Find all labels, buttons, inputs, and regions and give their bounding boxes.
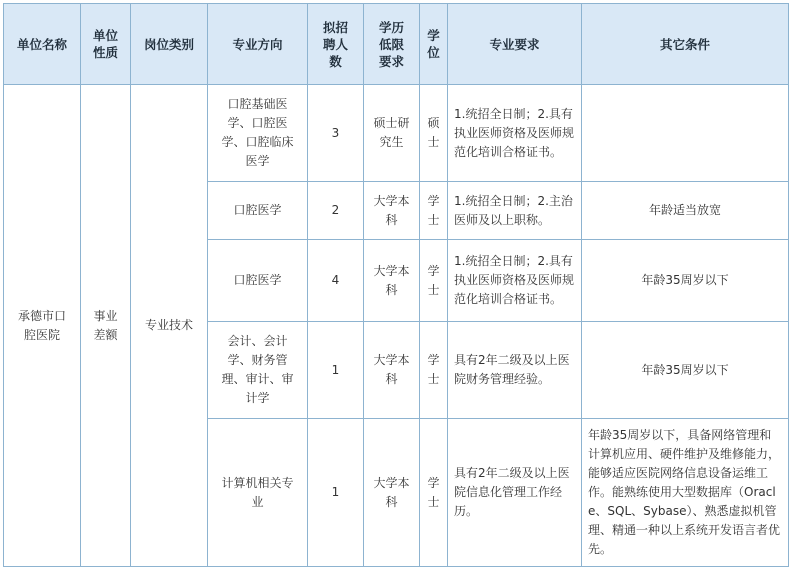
cell-post-category: 专业技术 (131, 85, 208, 567)
cell-requirement: 具有2年二级及以上医院财务管理经验。 (448, 322, 582, 419)
cell-degree: 硕士 (420, 85, 448, 182)
cell-education: 大学本科 (364, 182, 420, 240)
cell-education: 大学本科 (364, 322, 420, 419)
header-unit-nature: 单位性质 (81, 4, 131, 85)
header-row (4, 4, 789, 85)
header-unit-name: 单位名称 (4, 4, 81, 85)
header-post-category: 岗位类别 (131, 4, 208, 85)
cell-count: 2 (308, 182, 364, 240)
cell-unit-nature: 事业差额 (81, 85, 131, 567)
cell-count: 1 (308, 419, 364, 567)
table-row (4, 85, 789, 182)
header-major-direction: 专业方向 (208, 4, 308, 85)
recruitment-table-container (3, 3, 788, 566)
header-degree: 学位 (420, 4, 448, 85)
cell-requirement: 具有2年二级及以上医院信息化管理工作经历。 (448, 419, 582, 567)
cell-other: 年龄35周岁以下 (582, 240, 789, 322)
cell-other: 年龄适当放宽 (582, 182, 789, 240)
cell-requirement: 1.统招全日制；2.具有执业医师资格及医师规范化培训合格证书。 (448, 240, 582, 322)
header-planned-count: 拟招聘人数 (308, 4, 364, 85)
header-min-education: 学历低限要求 (364, 4, 420, 85)
cell-major: 口腔医学 (208, 182, 308, 240)
cell-count: 1 (308, 322, 364, 419)
cell-major: 口腔医学 (208, 240, 308, 322)
cell-degree: 学士 (420, 182, 448, 240)
cell-education: 硕士研究生 (364, 85, 420, 182)
cell-education: 大学本科 (364, 419, 420, 567)
cell-education: 大学本科 (364, 240, 420, 322)
header-other-conditions: 其它条件 (582, 4, 789, 85)
cell-major: 计算机相关专业 (208, 419, 308, 567)
cell-major: 会计、会计学、财务管理、审计、审计学 (208, 322, 308, 419)
cell-major: 口腔基础医学、口腔医学、口腔临床医学 (208, 85, 308, 182)
cell-degree: 学士 (420, 240, 448, 322)
cell-count: 4 (308, 240, 364, 322)
cell-other (582, 85, 789, 182)
cell-requirement: 1.统招全日制；2.具有执业医师资格及医师规范化培训合格证书。 (448, 85, 582, 182)
cell-unit-name: 承德市口腔医院 (4, 85, 81, 567)
cell-degree: 学士 (420, 322, 448, 419)
cell-requirement: 1.统招全日制；2.主治医师及以上职称。 (448, 182, 582, 240)
cell-other: 年龄35周岁以下 (582, 322, 789, 419)
cell-degree: 学士 (420, 419, 448, 567)
cell-other: 年龄35周岁以下，具备网络管理和计算机应用、硬件维护及维修能力，能够适应医院网络信息设备运维工作。能熟练使用大型数据库（Oracle、SQL、Sybase）、熟悉虚拟机管理、精通一种以上系统开发语言者优先。 (582, 419, 789, 567)
header-major-requirement: 专业要求 (448, 4, 582, 85)
cell-count: 3 (308, 85, 364, 182)
recruitment-table (3, 3, 789, 567)
